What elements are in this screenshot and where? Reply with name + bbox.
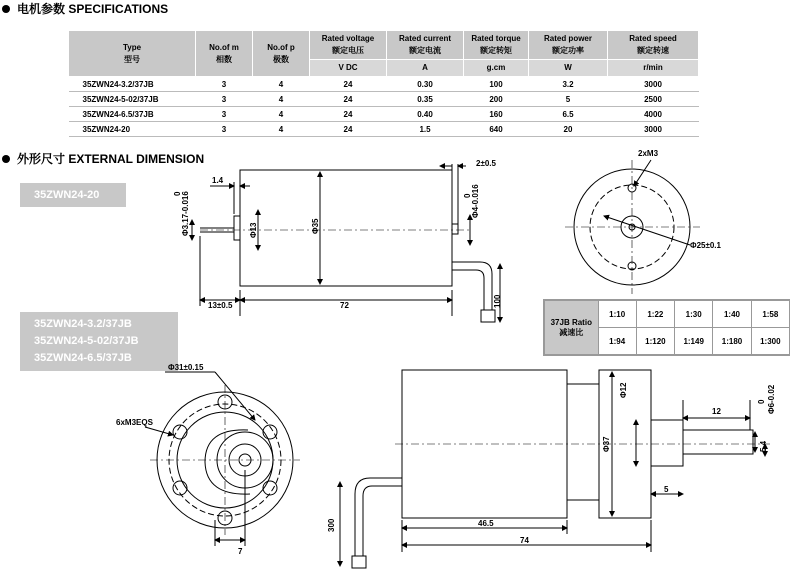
unit-current: A xyxy=(387,60,464,77)
header-power: Rated power 额定功率 xyxy=(529,31,608,60)
motor-front-view-top xyxy=(565,160,700,294)
dim-6-dia: Φ6-0.02 xyxy=(767,384,776,414)
header-type: Type 型号 xyxy=(69,31,196,77)
dim-shaft-r: Φ4-0.016 xyxy=(471,184,480,218)
unit-power: W xyxy=(529,60,608,77)
table-row: 35ZWN24-20 3 4 24 1.5 640 20 3000 xyxy=(69,122,699,137)
dim-46-5: 46.5 xyxy=(478,519,494,528)
gearbox-front-view xyxy=(145,372,300,546)
dim-5-4: 5.4 xyxy=(759,440,768,452)
table-row: 35ZWN24-6.5/37JB 3 4 24 0.40 160 6.5 4000 xyxy=(69,107,699,122)
dim-6xm3: 6xM3EQS xyxy=(116,418,153,427)
dimension-labels xyxy=(116,149,776,556)
ratio-header: 37JB Ratio 减速比 xyxy=(545,301,599,355)
dim-shaft-dia-tol: 0 xyxy=(173,191,182,196)
motor-side-view-top xyxy=(192,164,500,322)
ratio-row: 1:94 1:120 1:149 1:180 1:300 xyxy=(545,328,790,355)
dim-2: 2±0.5 xyxy=(476,159,496,168)
dim-72: 72 xyxy=(340,301,349,310)
dim-13: Φ13 xyxy=(249,222,258,238)
dim-6-tol: 0 xyxy=(757,399,766,404)
dim-37: Φ37 xyxy=(602,436,611,452)
header-phases: No.of m 相数 xyxy=(196,31,253,77)
dim-12-dia: Φ12 xyxy=(619,382,628,398)
dim-31: Φ31±0.15 xyxy=(168,363,204,372)
dim-12: 12 xyxy=(712,407,721,416)
ratio-row: 37JB Ratio 减速比 1:10 1:22 1:30 1:40 1:58 xyxy=(545,301,790,328)
header-voltage: Rated voltage 额定电压 xyxy=(310,31,387,60)
dim-35: Φ35 xyxy=(311,218,320,234)
dim-2xm3: 2xM3 xyxy=(638,149,659,158)
model-label-bottom: 35ZWN24-3.2/37JB 35ZWN24-5-02/37JB 35ZWN24-6.5/37JB xyxy=(20,312,178,371)
model-label-top: 35ZWN24-20 xyxy=(20,183,126,207)
header-torque: Rated torque 额定转矩 xyxy=(464,31,529,60)
unit-torque: g.cm xyxy=(464,60,529,77)
header-poles: No.of p 极数 xyxy=(253,31,310,77)
header-current: Rated current 额定电流 xyxy=(387,31,464,60)
unit-voltage: V DC xyxy=(310,60,387,77)
dim-100: 100 xyxy=(493,294,502,308)
dim-7: 7 xyxy=(238,547,243,556)
dim-shaft-r-tol: 0 xyxy=(463,193,472,198)
external-dimension-title: 外形尺寸 EXTERNAL DIMENSION xyxy=(2,150,204,167)
dim-74: 74 xyxy=(520,536,529,545)
dim-5: 5 xyxy=(664,485,669,494)
dim-1-4: 1.4 xyxy=(212,176,224,185)
table-row: 35ZWN24-3.2/37JB 3 4 24 0.30 100 3.2 3000 xyxy=(69,77,699,92)
gearmotor-side-view xyxy=(340,370,770,568)
dim-300: 300 xyxy=(327,518,336,532)
table-row: 35ZWN24-5-02/37JB 3 4 24 0.35 200 5 2500 xyxy=(69,92,699,107)
specifications-title: 电机参数 SPECIFICATIONS xyxy=(2,0,168,17)
unit-speed: r/min xyxy=(608,60,699,77)
dim-13-05: 13±0.5 xyxy=(208,301,233,310)
dim-25: Φ25±0.1 xyxy=(690,241,721,250)
header-speed: Rated speed 额定转速 xyxy=(608,31,699,60)
dim-shaft-dia: Φ3.17-0.016 xyxy=(181,191,190,236)
